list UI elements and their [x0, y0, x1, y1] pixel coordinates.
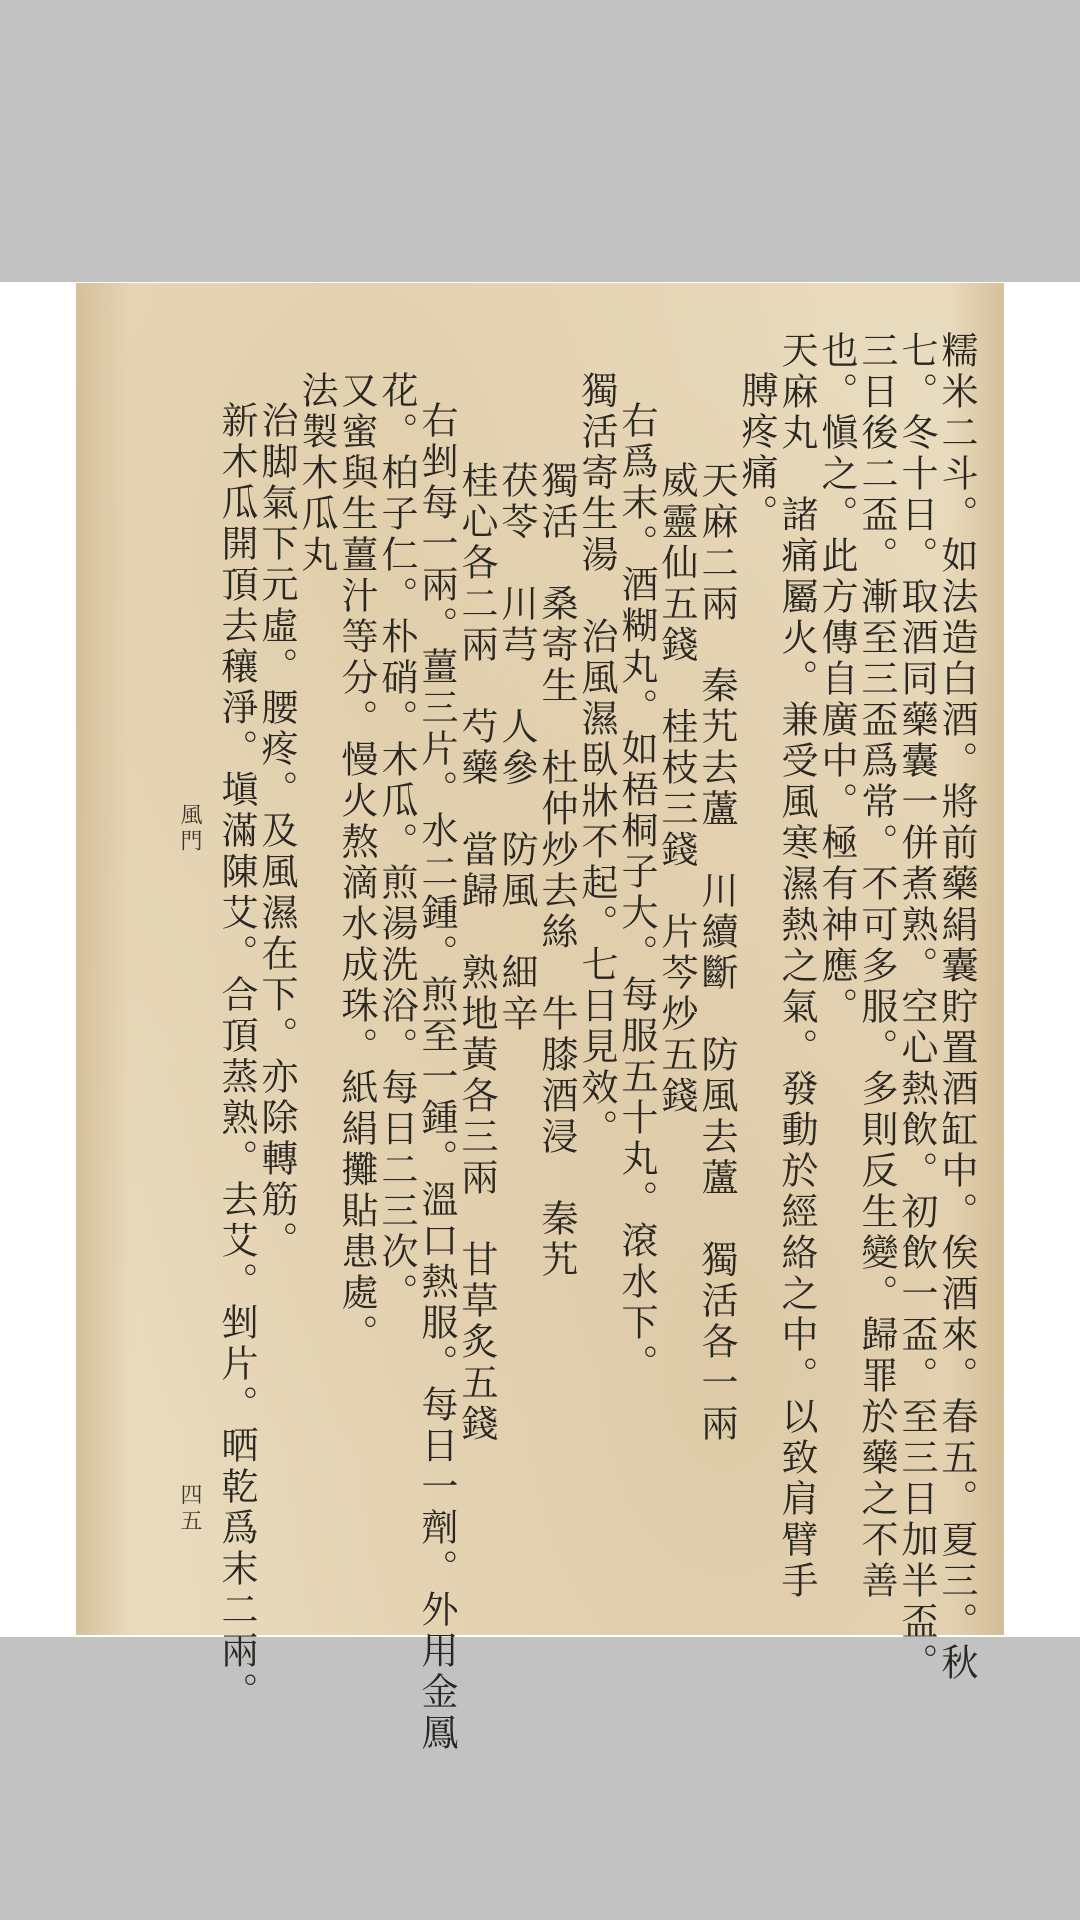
text-column: 新木瓜開頂去穰淨。塡滿陳艾。合頂蒸熟。去艾。剉片。晒乾爲末二兩。	[215, 401, 258, 1713]
book-page	[76, 283, 1004, 1754]
text-column: 花。柏子仁。朴硝。木瓜。煎湯洗浴。每日二三次。	[375, 371, 418, 1314]
text-column: 也。愼之。此方傳自廣中。極有神應。	[815, 331, 858, 1028]
text-column: 茯苓 川芎 人參 防風 細辛	[495, 461, 538, 1035]
text-column: 天麻丸 諸痛屬火。兼受風寒濕熱之氣。發動於經絡之中。以致肩臂手	[775, 331, 818, 1602]
text-column: 獨活寄生湯 治風濕臥牀不起。七日見效。	[575, 371, 618, 1150]
text-column: 威靈仙五錢 桂枝三錢 片芩炒五錢	[655, 461, 698, 1117]
text-column: 右爲末。酒糊丸。如梧桐子大。每服五十丸。滾水下。	[615, 401, 658, 1385]
text-column: 天麻二兩 秦艽去蘆 川續斷 防風去蘆 獨活各一兩	[695, 461, 738, 1445]
text-column: 膊疼痛。	[735, 371, 778, 535]
text-column: 治脚氣下元虛。腰疼。及風濕在下。亦除轉筋。	[255, 401, 298, 1262]
text-column: 糯米二斗。如法造白酒。將前藥絹囊貯置酒缸中。俟酒來。春五。夏三。秋	[935, 331, 978, 1684]
text-column: 又蜜與生薑汁等分。慢火熬滴水成珠。紙絹攤貼患處。	[335, 371, 378, 1355]
text-column: 右剉每一兩。薑三片。水二鍾。煎至一鍾。溫口熱服。每日一劑。外用金鳳	[415, 401, 458, 1754]
text-column: 法製木瓜丸	[295, 371, 338, 576]
viewer-background-top	[0, 0, 1080, 282]
text-column: 三日後二盃。漸至三盃爲常。不可多服。多則反生變。歸罪於藥之不善	[855, 331, 898, 1602]
section-label: 風門	[177, 803, 202, 855]
text-column: 桂心各二兩 芍藥 當歸 熟地黃各三兩 甘草炙五錢	[455, 461, 498, 1445]
text-column: 七。冬十日。取酒同藥囊一併煮熟。空心熱飲。初飲一盃。至三日加半盃。	[895, 331, 938, 1684]
text-column: 獨活 桑寄生 杜仲炒去絲 牛膝酒浸 秦艽	[535, 461, 578, 1281]
page-number: 四五	[177, 1483, 202, 1535]
